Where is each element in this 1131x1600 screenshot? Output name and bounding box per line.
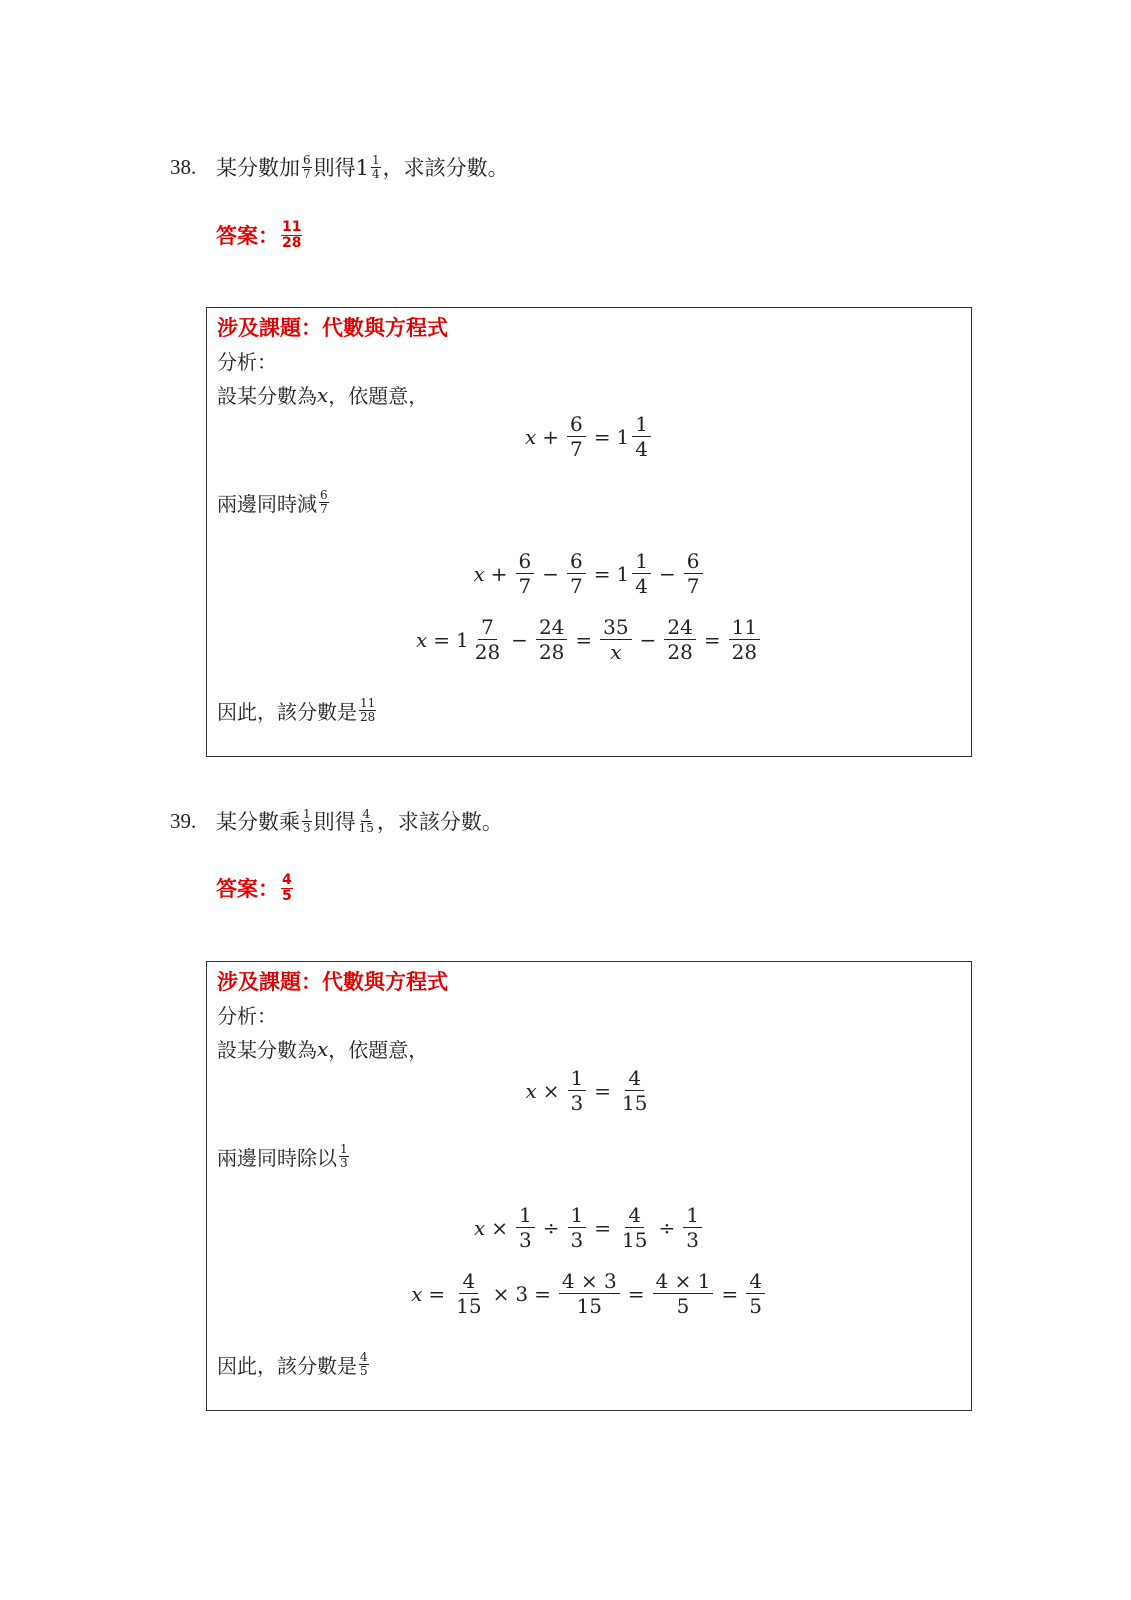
fraction: $\frac{4}{5}$ bbox=[746, 1270, 765, 1317]
fraction: $\frac{11}{28}$ bbox=[360, 696, 376, 724]
question-number: 38. bbox=[170, 154, 197, 179]
answer bbox=[216, 220, 304, 250]
fraction: $\frac{1}{3}$ bbox=[568, 1204, 587, 1251]
question-39 bbox=[170, 806, 503, 836]
question-text: ，求該分數。 bbox=[376, 810, 503, 834]
conclusion: 因此，該分數是 $\frac{4}{5}$ bbox=[217, 1350, 368, 1378]
let-statement: 設某分數為 x ，依題意， bbox=[217, 1036, 429, 1062]
answer bbox=[216, 873, 295, 903]
answer-fraction: $\frac{11}{28}$ bbox=[282, 219, 302, 251]
step-statement: 兩邊同時減 $\frac{6}{7}$ bbox=[217, 488, 328, 516]
fraction: $\frac{6}{7}$ bbox=[516, 550, 535, 597]
fraction: $\frac{24}{28}$ bbox=[536, 616, 567, 663]
fraction: $\frac{4 \times 1}{5}$ bbox=[653, 1270, 714, 1317]
fraction: $\frac{6}{7}$ bbox=[567, 413, 586, 460]
solution-box bbox=[206, 961, 972, 1411]
fraction: $\frac{4}{15}$ bbox=[622, 1066, 648, 1115]
question-text: 某分數加 bbox=[216, 156, 300, 180]
fraction: $\frac{6}{7}$ bbox=[567, 550, 586, 597]
fraction: $\frac{1}{4}$ bbox=[632, 550, 651, 597]
solution-box bbox=[206, 307, 972, 757]
question-text: 則得1 bbox=[313, 156, 370, 180]
fraction: $\frac{1}{4}$ bbox=[632, 413, 651, 460]
fraction: $\frac{4}{15}$ bbox=[622, 1203, 648, 1252]
equation-1: x + $\frac{6}{7}$ = 1 $\frac{1}{4}$ bbox=[207, 413, 971, 460]
fraction: $\frac{11}{28}$ bbox=[729, 616, 760, 663]
question-number: 39. bbox=[170, 808, 197, 833]
let-statement: 設某分數為 x ，依題意， bbox=[217, 382, 429, 408]
fraction: $\frac{1}{4}$ bbox=[372, 152, 380, 181]
answer-fraction: $\frac{4}{5}$ bbox=[282, 872, 292, 904]
fraction: $\frac{1}{3}$ bbox=[340, 1142, 348, 1170]
equation-1: x × $\frac{1}{3}$ = $\frac{4}{15}$ bbox=[207, 1067, 971, 1114]
fraction: $\frac{6}{7}$ bbox=[303, 152, 311, 181]
fraction: $\frac{1}{3}$ bbox=[568, 1067, 587, 1114]
fraction: $\frac{4}{15}$ bbox=[358, 806, 374, 835]
fraction: $\frac{6}{7}$ bbox=[320, 488, 328, 516]
step-statement: 兩邊同時除以 $\frac{1}{3}$ bbox=[217, 1142, 348, 1170]
answer-label: 答案： bbox=[216, 224, 279, 249]
fraction: $\frac{1}{3}$ bbox=[303, 806, 311, 835]
equation-2: x × $\frac{1}{3}$ ÷ $\frac{1}{3}$ = $\frac{4}{15}$ ÷ $\frac{1}{3}$ bbox=[207, 1204, 971, 1251]
equation-2: x + $\frac{6}{7}$ − $\frac{6}{7}$ = 1 $\frac{1}{4}$ − $\frac{6}{7}$ bbox=[207, 550, 971, 597]
fraction: $\frac{7}{28}$ bbox=[474, 615, 501, 664]
equation-3: x = 1 $\frac{7}{28}$ − $\frac{24}{28}$ = $\frac{35}{x}$ − $\frac{24}{28}$ = $\frac{11}{28}$ bbox=[207, 616, 971, 663]
question-text: 則得 bbox=[313, 810, 356, 834]
fraction: $\frac{4 \times 3}{15}$ bbox=[559, 1270, 620, 1317]
fraction: $\frac{4}{15}$ bbox=[456, 1269, 482, 1318]
answer-label: 答案： bbox=[216, 877, 279, 902]
fraction: $\frac{1}{3}$ bbox=[516, 1204, 535, 1251]
fraction: $\frac{6}{7}$ bbox=[684, 550, 703, 597]
question-text: ，求該分數。 bbox=[382, 156, 509, 180]
question-38 bbox=[170, 152, 509, 182]
fraction: $\frac{1}{3}$ bbox=[683, 1204, 702, 1251]
analysis-label: 分析： bbox=[217, 350, 277, 374]
conclusion: 因此，該分數是 $\frac{11}{28}$ bbox=[217, 696, 376, 724]
topic-heading: 涉及課題：代數與方程式 bbox=[217, 970, 448, 994]
equation-3: x = $\frac{4}{15}$ × 3 = $\frac{4 \times 3}{15}$ = $\frac{4 \times 1}{5}$ = $\frac{4}{5}$ bbox=[207, 1270, 971, 1317]
fraction: $\frac{35}{x}$ bbox=[600, 616, 631, 663]
fraction: $\frac{4}{5}$ bbox=[360, 1350, 368, 1378]
question-text: 某分數乘 bbox=[216, 810, 300, 834]
fraction: $\frac{24}{28}$ bbox=[664, 616, 695, 663]
analysis-label: 分析： bbox=[217, 1004, 277, 1028]
topic-heading: 涉及課題：代數與方程式 bbox=[217, 316, 448, 340]
